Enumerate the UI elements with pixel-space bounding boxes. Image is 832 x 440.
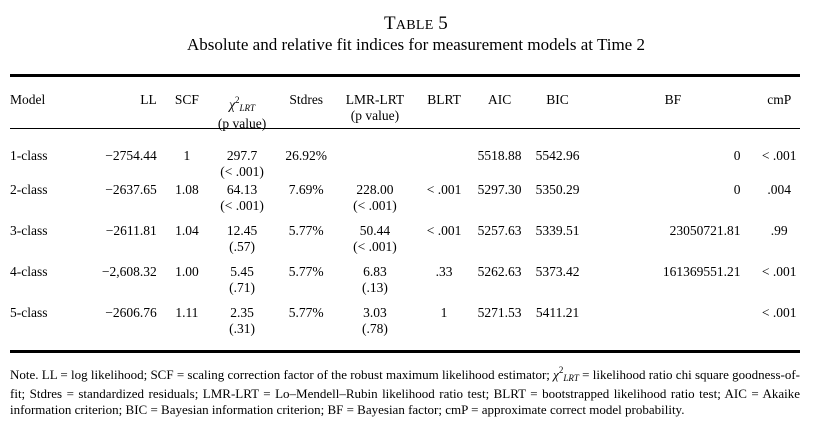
cell-bic: 5373.42 <box>535 264 580 279</box>
cell-stdres: 5.77% <box>288 305 324 320</box>
table-label-word: ABLE <box>395 18 434 33</box>
header-blrt: BLRT <box>427 92 461 107</box>
header-row <box>10 90 800 132</box>
cell-lmr <box>333 132 416 182</box>
cell-bf: 0 <box>733 182 741 197</box>
cell-scf: 1.00 <box>175 264 199 279</box>
cell-lmr-value: 228.00 <box>356 182 394 197</box>
table-label <box>0 13 832 35</box>
cell-model: 2-class <box>10 182 48 197</box>
cell-scf: 1.08 <box>175 182 199 197</box>
cell-bf: 23050721.81 <box>669 223 741 238</box>
cell-lmr <box>333 223 416 264</box>
table-note <box>10 362 800 418</box>
cell-aic: 5271.53 <box>477 305 522 320</box>
cell-cmp: < .001 <box>761 264 797 279</box>
cell-aic: 5262.63 <box>477 264 522 279</box>
table-row <box>10 305 800 346</box>
cell-aic: 5518.88 <box>477 148 522 163</box>
cell-blrt: .33 <box>435 264 453 279</box>
cell-chi <box>205 264 279 305</box>
cell-scf: 1 <box>183 148 191 163</box>
cell-lmr-value: 3.03 <box>363 305 387 320</box>
cell-cmp: < .001 <box>761 305 797 320</box>
cell-bic: 5350.29 <box>535 182 580 197</box>
cell-ll: −2754.44 <box>105 148 157 163</box>
cell-ll: −2,608.32 <box>101 264 157 279</box>
cell-lmr-p: (.13) <box>361 280 388 295</box>
cell-cmp: .99 <box>770 223 788 238</box>
header-bic: BIC <box>546 92 569 107</box>
cell-stdres: 5.77% <box>288 264 324 279</box>
cell-stdres: 5.77% <box>288 223 324 238</box>
top-rule <box>10 74 800 77</box>
cell-aic: 5257.63 <box>477 223 522 238</box>
chi-square-symbol: $\chi^2_{LRT}$ <box>229 95 256 113</box>
cell-bic: 5411.21 <box>535 305 580 320</box>
table-row <box>10 264 800 305</box>
cell-aic: 5297.30 <box>477 182 522 197</box>
cell-lmr <box>333 305 416 346</box>
cell-chi <box>205 223 279 264</box>
cell-ll: −2606.76 <box>105 305 157 320</box>
cell-chi-p: (.31) <box>229 321 255 336</box>
cell-chi-p: (< .001) <box>220 164 264 179</box>
table-label-number: 5 <box>438 13 449 34</box>
cell-blrt: 1 <box>440 305 448 320</box>
header-cmp: cmP <box>767 92 792 107</box>
cell-bf: 0 <box>733 148 741 163</box>
cell-chi <box>205 182 279 223</box>
table-row <box>10 182 800 223</box>
cell-model: 5-class <box>10 305 48 320</box>
cell-scf: 1.04 <box>175 223 199 238</box>
cell-lmr <box>333 264 416 305</box>
header-lmr-p: (p value) <box>350 108 400 123</box>
cell-chi-value: 5.45 <box>230 264 254 279</box>
table-title: Absolute and relative fit indices for measurement models at Time 2 <box>187 35 645 54</box>
cell-bic: 5339.51 <box>535 223 580 238</box>
table-label-initial: T <box>383 13 396 34</box>
header-chi-square <box>205 90 279 132</box>
cell-ll: −2611.81 <box>105 223 157 238</box>
cell-chi-value: 64.13 <box>226 182 258 197</box>
cell-bf <box>587 305 758 346</box>
cell-chi-value: 297.7 <box>226 148 258 163</box>
cell-chi <box>205 305 279 346</box>
header-aic: AIC <box>487 92 512 107</box>
cell-model: 3-class <box>10 223 48 238</box>
header-scf: SCF <box>174 92 199 107</box>
header-lmr-lrt <box>333 90 416 132</box>
note-text-part1: Note. LL = log likelihood; SCF = scaling correction factor of the robust maximum likelihood estimator; <box>10 367 554 382</box>
cell-lmr-p: (< .001) <box>353 198 397 213</box>
cell-lmr-value: 6.83 <box>363 264 387 279</box>
cell-ll: −2637.65 <box>105 182 157 197</box>
header-ll: LL <box>140 92 157 107</box>
cell-lmr-p: (.78) <box>361 321 388 336</box>
cell-chi-p: (.57) <box>229 239 255 254</box>
cell-cmp: < .001 <box>761 148 797 163</box>
header-model: Model <box>10 92 46 107</box>
cell-stdres: 7.69% <box>288 182 324 197</box>
header-chi-p: (p value) <box>217 116 267 131</box>
cell-lmr <box>333 182 416 223</box>
fit-indices-table <box>10 90 800 346</box>
bottom-rule <box>10 350 800 353</box>
cell-model: 4-class <box>10 264 48 279</box>
cell-chi-value: 2.35 <box>230 305 254 320</box>
cell-cmp: .004 <box>767 182 792 197</box>
table-row <box>10 223 800 264</box>
header-lmr-label: LMR-LRT <box>345 92 405 107</box>
table-row <box>10 132 800 182</box>
cell-stdres: 26.92% <box>285 148 327 163</box>
cell-bic: 5542.96 <box>535 148 580 163</box>
cell-blrt: < .001 <box>426 223 462 238</box>
cell-chi <box>205 132 279 182</box>
cell-lmr-value: 50.44 <box>359 223 391 238</box>
note-text-part2: = likelihood ratio chi square goodness-of-fit; Stdres = standardized residuals; LMR-LRT = Lo–Mendell–Rubin likelihood ratio test; BLRT = bootstrapped likelihood ratio test; AIC = Akaike information criterion; BIC = Bayesian information criterion; BF = Bayesian factor; cmP = approximate correct model probability. <box>10 367 800 417</box>
cell-chi-p: (< .001) <box>220 198 264 213</box>
cell-chi-value: 12.45 <box>226 223 258 238</box>
note-chi-square-symbol: $\chi^2_{LRT}$ <box>553 365 579 383</box>
cell-bf: 161369551.21 <box>662 264 741 279</box>
cell-chi-p: (.71) <box>229 280 255 295</box>
cell-blrt <box>417 132 472 182</box>
header-stdres: Stdres <box>289 92 324 107</box>
header-bf: BF <box>664 92 682 107</box>
cell-blrt: < .001 <box>426 182 462 197</box>
cell-lmr-p: (< .001) <box>353 239 397 254</box>
cell-scf: 1.11 <box>175 305 199 320</box>
cell-model: 1-class <box>10 148 48 163</box>
